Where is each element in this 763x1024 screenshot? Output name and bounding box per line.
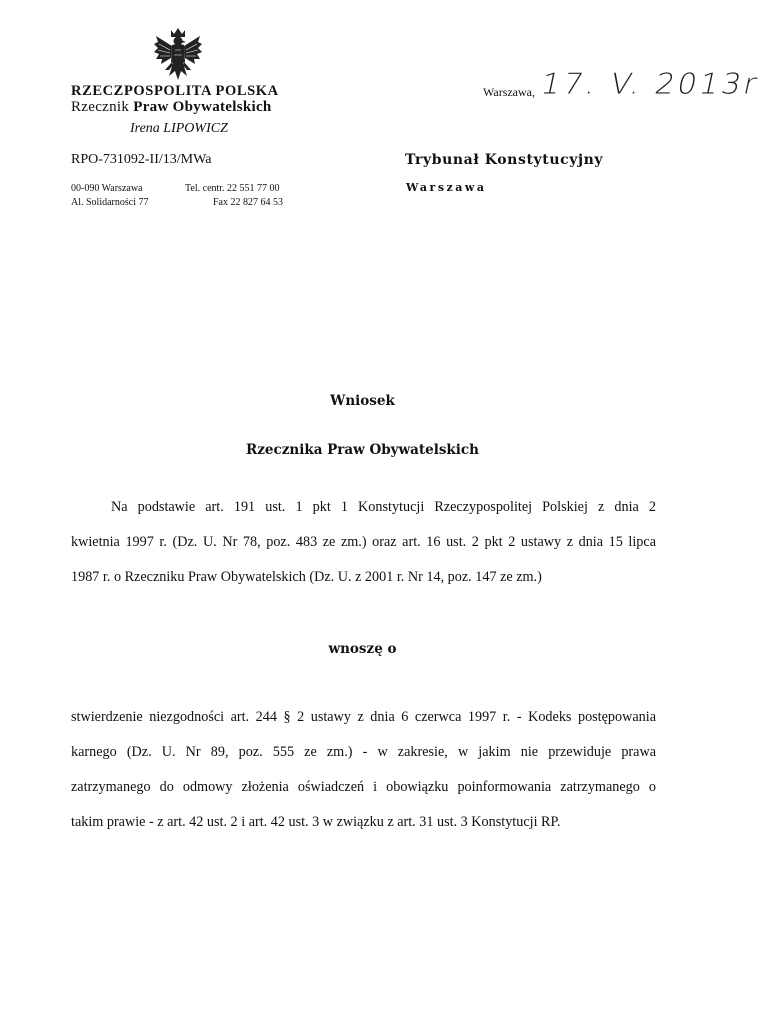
document-title: Wniosek (330, 393, 395, 409)
handwritten-date: 17. V. 2013r (537, 68, 763, 102)
organization-name: RZECZPOSPOLITA POLSKA (71, 83, 279, 99)
office-title: Praw Obywatelskich (133, 99, 272, 115)
reference-number: RPO-731092-II/13/MWa (71, 152, 212, 167)
request-line: karnego (Dz. U. Nr 89, poz. 555 ze zm.) - w zakresie, w jakim nie przewiduje prawa (71, 744, 656, 760)
office-prefix: Rzecznik (71, 99, 130, 115)
recipient-city: Warszawa (406, 181, 487, 194)
address-line-1-left: 00-090 Warszawa (71, 183, 143, 194)
request-line: takim prawie - z art. 42 ust. 2 i art. 42 ust. 3 w związku z art. 31 ust. 3 Konstytucji RP. (71, 814, 561, 830)
signatory-name: Irena LIPOWICZ (130, 121, 228, 136)
address-line-2-left: Al. Solidarności 77 (71, 197, 149, 208)
office-name (71, 99, 272, 116)
phone-number: Tel. centr. 22 551 77 00 (185, 183, 280, 194)
fax-number: Fax 22 827 64 53 (213, 197, 283, 208)
document-subtitle: Rzecznika Praw Obywatelskich (246, 442, 479, 458)
dateline-place: Warszawa, (483, 85, 536, 99)
intro-line: 1987 r. o Rzeczniku Praw Obywatelskich (Dz. U. z 2001 r. Nr 14, poz. 147 ze zm.) (71, 569, 542, 585)
recipient-name: Trybunał Konstytucyjny (405, 152, 604, 168)
intro-line: kwietnia 1997 r. (Dz. U. Nr 78, poz. 483 ze zm.) oraz art. 16 ust. 2 pkt 2 ustawy z dnia 15 lipca (71, 534, 656, 550)
intro-line: Na podstawie art. 191 ust. 1 pkt 1 Konstytucji Rzeczypospolitej Polskiej z dnia 2 (111, 499, 656, 515)
request-paragraph (71, 700, 656, 840)
polish-eagle-emblem (152, 26, 204, 84)
request-line: zatrzymanego do odmowy złożenia oświadczeń i obowiązku poinformowania zatrzymanego o (71, 779, 656, 795)
request-heading: wnoszę o (328, 641, 397, 657)
request-line: stwierdzenie niezgodności art. 244 § 2 ustawy z dnia 6 czerwca 1997 r. - Kodeks postępowania (71, 709, 656, 725)
intro-paragraph (71, 490, 656, 595)
